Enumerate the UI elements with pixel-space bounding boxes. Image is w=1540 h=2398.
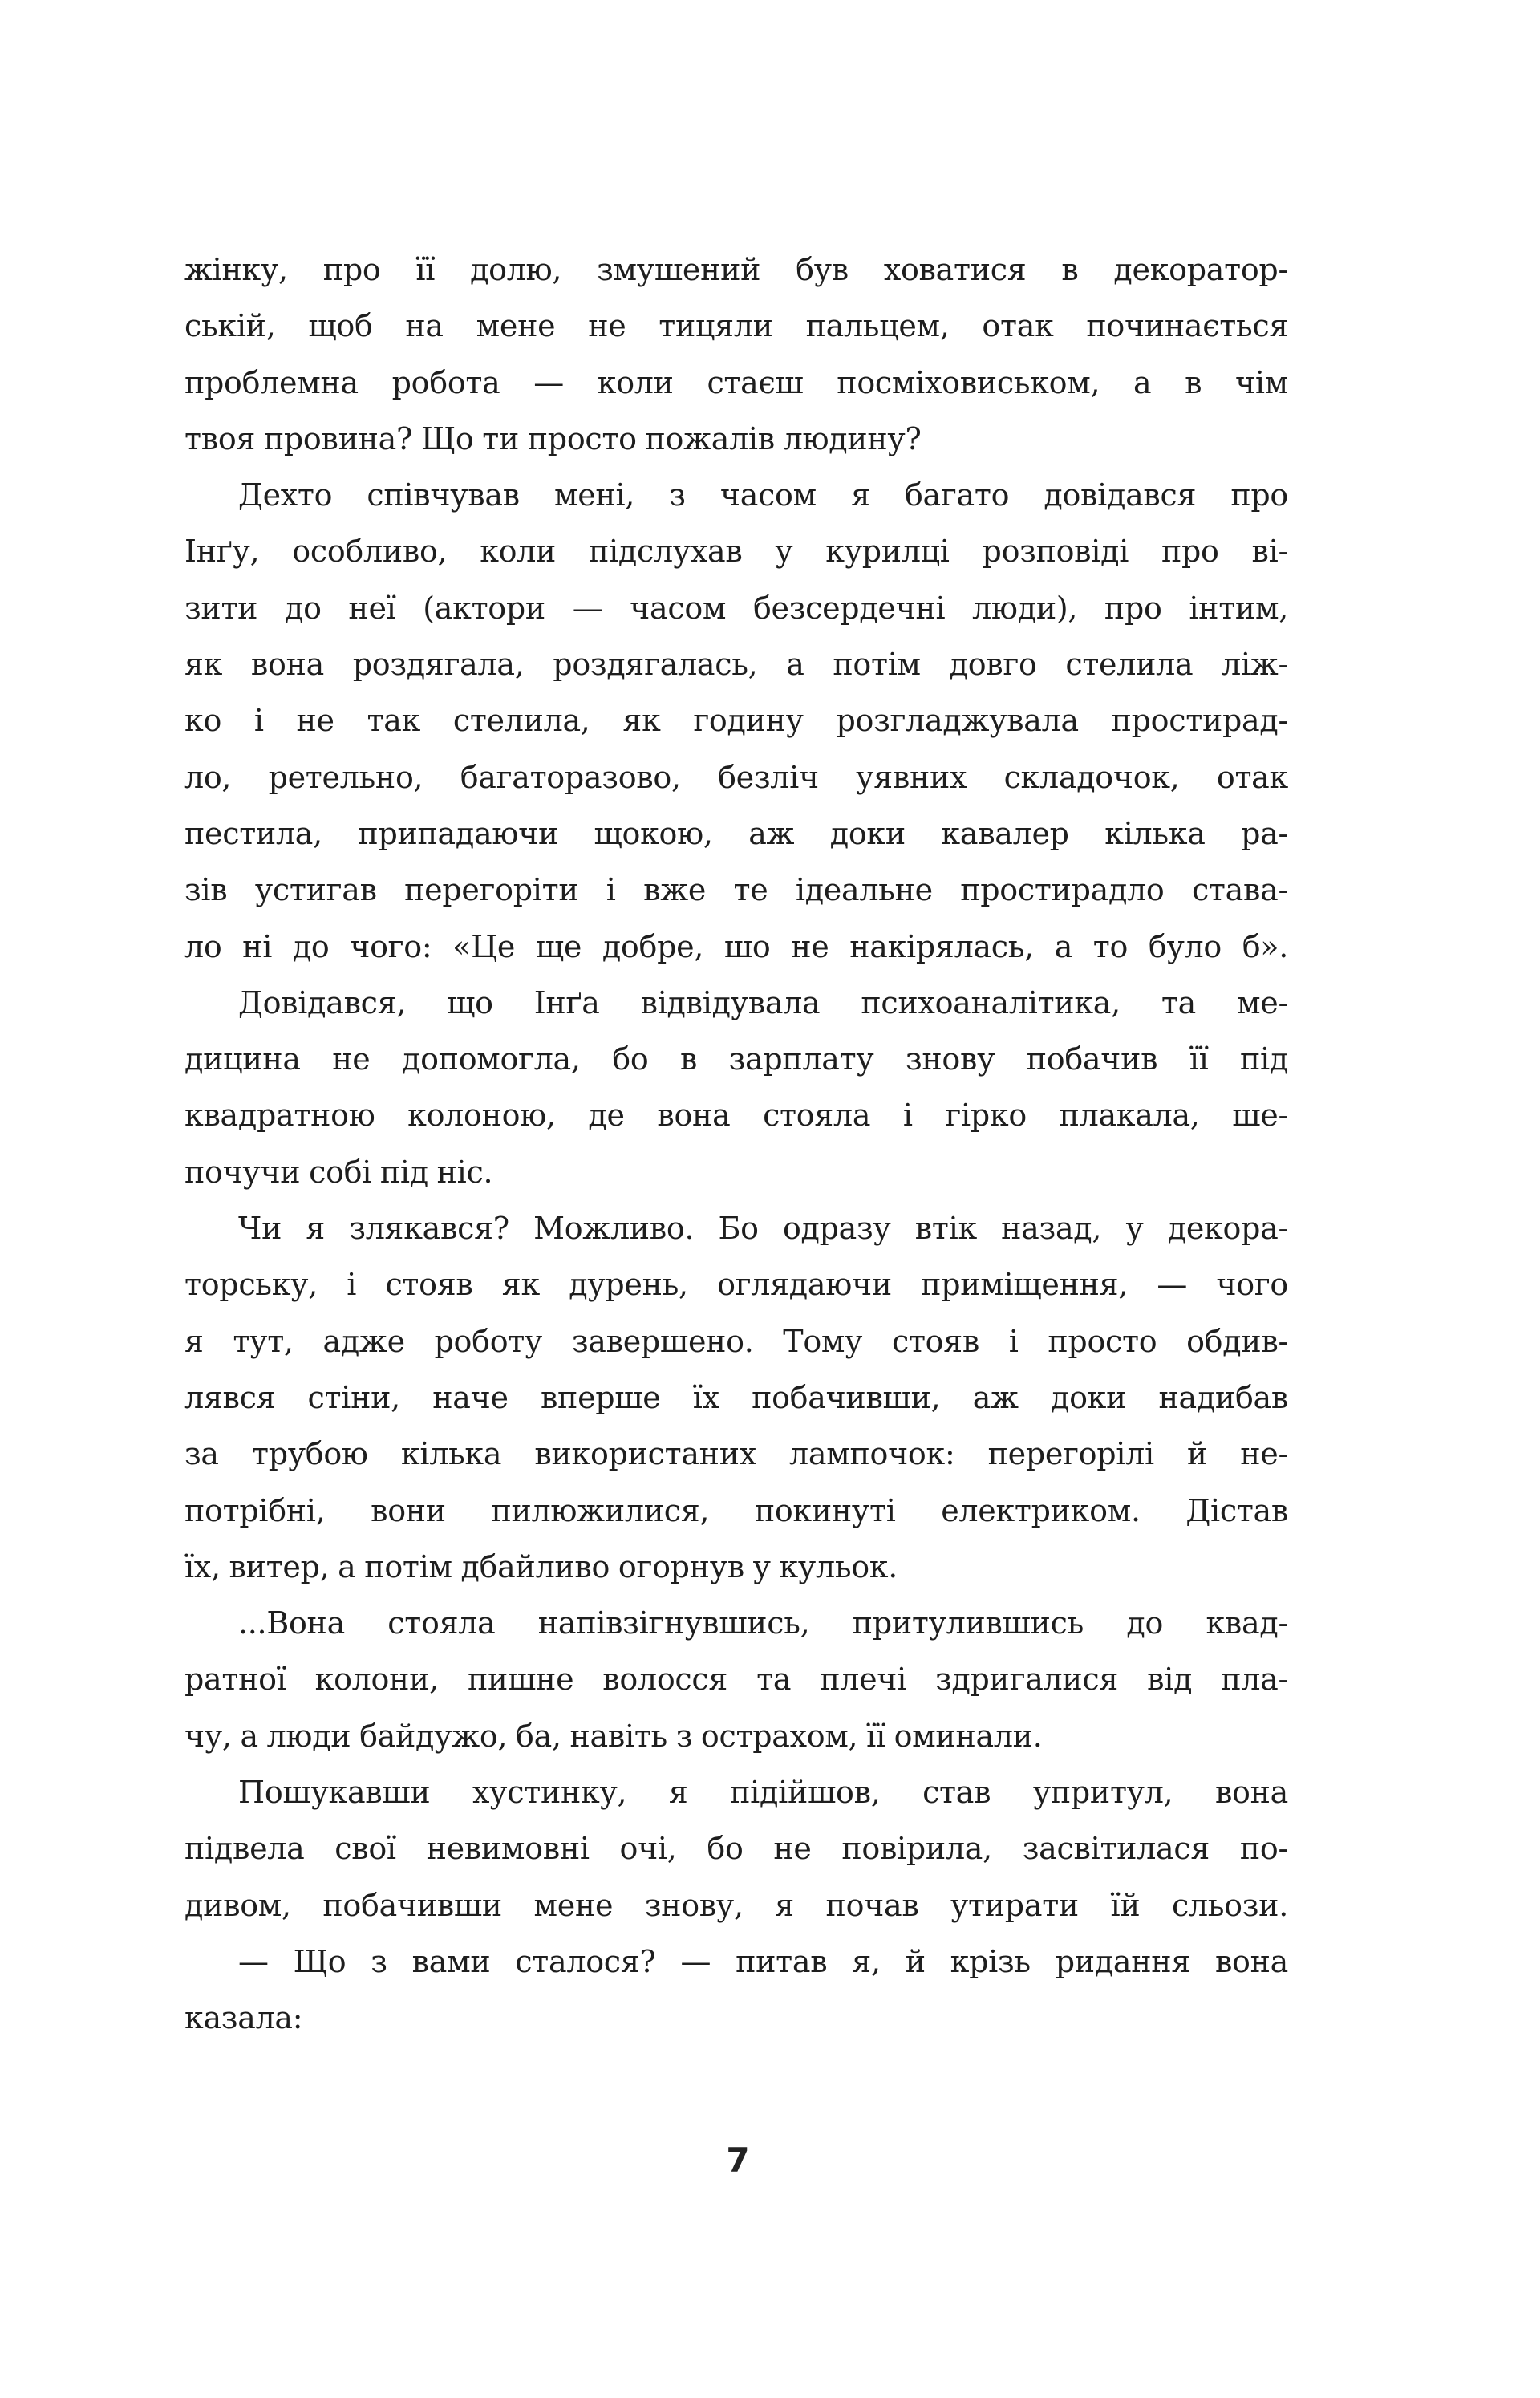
- text-line: почучи собі під ніс.: [184, 1154, 493, 1190]
- text-line: Чи я злякався? Можливо. Бо одразу втік назад, у декора-: [238, 1211, 1288, 1247]
- page-number: 7: [726, 2140, 750, 2180]
- text-line: за трубою кілька використаних лампочок: перегорілі й не-: [184, 1436, 1288, 1472]
- text-line: проблемна робота — коли стаєш посміховиськом, а в чім: [184, 364, 1288, 400]
- text-line: пестила, припадаючи щокою, аж доки кавалер кілька ра-: [184, 815, 1288, 851]
- text-line: зити до неї (актори — часом безсердечні люди), про інтим,: [184, 590, 1288, 626]
- paragraph-2: [184, 467, 1288, 975]
- paragraph-7: [184, 1933, 1288, 2047]
- body-text: [184, 241, 1288, 2047]
- paragraph-5: [184, 1595, 1288, 1764]
- text-line: дицина не допомогла, бо в зарплату знову побачив її під: [184, 1041, 1288, 1077]
- text-line: чу, а люди байдужо, ба, навіть з острахом, її оминали.: [184, 1718, 1043, 1754]
- text-line: ко і не так стелила, як годину розгладжувала простирад-: [184, 703, 1288, 739]
- text-line: лявся стіни, наче вперше їх побачивши, аж доки надибав: [184, 1379, 1288, 1415]
- text-line: ...Вона стояла напівзігнувшись, притулившись до квад-: [238, 1605, 1288, 1641]
- text-line: підвела свої невимовні очі, бо не повірила, засвітилася по-: [184, 1831, 1288, 1867]
- text-line: твоя провина? Що ти просто пожалів людину?: [184, 420, 922, 456]
- text-line: зів устигав перегоріти і вже те ідеальне простирадло става-: [184, 872, 1288, 908]
- text-line: квадратною колоною, де вона стояла і гірко плакала, ше-: [184, 1098, 1288, 1134]
- paragraph-4: [184, 1200, 1288, 1595]
- text-line: жінку, про її долю, змушений був ховатися в декоратор-: [184, 252, 1288, 287]
- text-line: Інґу, особливо, коли підслухав у курилці розповіді про ві-: [184, 534, 1288, 570]
- text-line: ській, щоб на мене не тицяли пальцем, отак починається: [184, 308, 1288, 344]
- text-line: казала:: [184, 2000, 303, 2036]
- paragraph-1: [184, 241, 1288, 467]
- text-line: як вона роздягала, роздягалась, а потім довго стелила ліж-: [184, 647, 1288, 683]
- text-line: Дехто співчував мені, з часом я багато довідався про: [238, 477, 1288, 513]
- text-line: — Що з вами сталося? — питав я, й крізь ридання вона: [238, 1943, 1288, 1979]
- text-line: я тут, адже роботу завершено. Тому стояв і просто обдив-: [184, 1323, 1288, 1359]
- text-line: дивом, побачивши мене знову, я почав утирати їй сльози.: [184, 1887, 1288, 1923]
- text-line: Пошукавши хустинку, я підійшов, став упритул, вона: [238, 1775, 1288, 1811]
- text-line: ратної колони, пишне волосся та плечі здригалися від пла-: [184, 1662, 1288, 1698]
- paragraph-6: [184, 1764, 1288, 1933]
- text-line: ло ні до чого: «Це ще добре, шо не накірялась, а то було б».: [184, 928, 1288, 964]
- text-line: Довідався, що Інґа відвідувала психоаналітика, та ме-: [238, 984, 1288, 1020]
- paragraph-3: [184, 975, 1288, 1200]
- text-line: торську, і стояв як дурень, оглядаючи приміщення, — чого: [184, 1267, 1288, 1303]
- text-line: їх, витер, а потім дбайливо огорнув у кульок.: [184, 1548, 898, 1584]
- text-line: потрібні, вони пилюжилися, покинуті електриком. Дістав: [184, 1492, 1288, 1528]
- text-line: ло, ретельно, багаторазово, безліч уявних складочок, отак: [184, 759, 1288, 795]
